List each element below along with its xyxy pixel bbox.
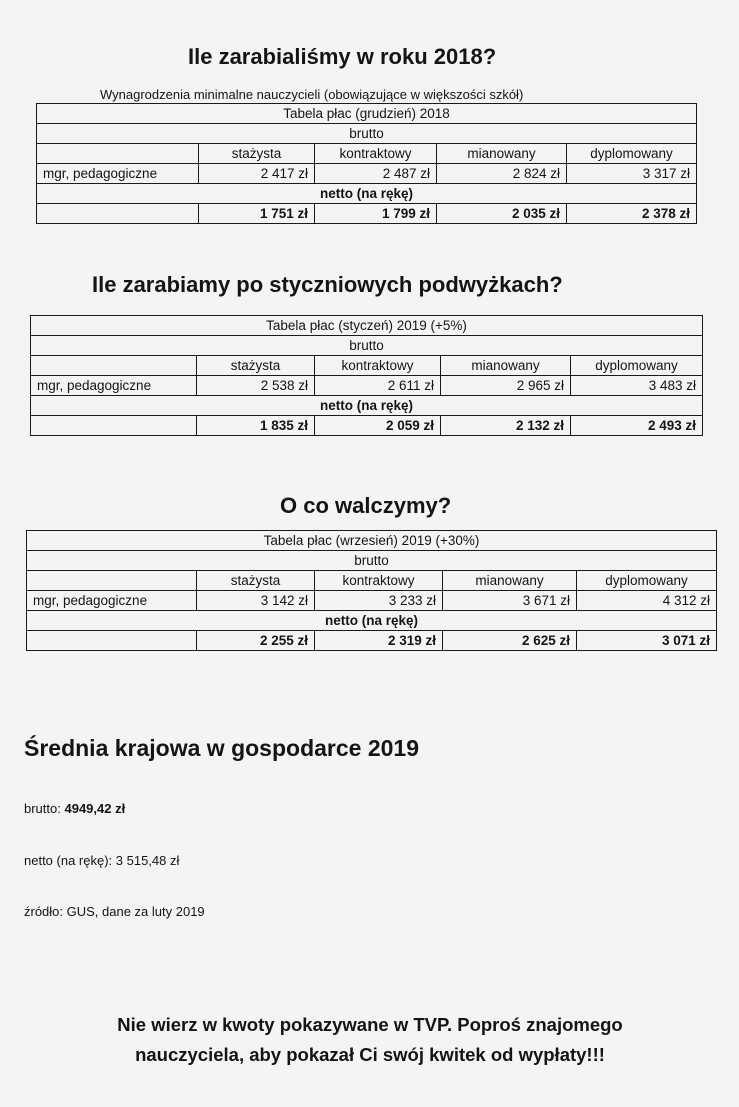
salary-table-january-2019 (30, 315, 703, 436)
column-header: stażysta (199, 144, 315, 164)
average-brutto-label: brutto: (24, 801, 61, 816)
empty-cell (27, 571, 197, 591)
netto-value: 2 132 zł (441, 416, 571, 436)
netto-header: netto (na rękę) (31, 396, 703, 416)
empty-cell (31, 356, 197, 376)
netto-value: 2 035 zł (437, 204, 567, 224)
column-header: kontraktowy (315, 356, 441, 376)
netto-value: 2 493 zł (571, 416, 703, 436)
netto-value: 2 255 zł (197, 631, 315, 651)
column-header: stażysta (197, 571, 315, 591)
average-heading: Średnia krajowa w gospodarce 2019 (24, 735, 419, 761)
salary-table-september-2019 (26, 530, 717, 651)
row-label: mgr, pedagogiczne (37, 164, 199, 184)
column-header: mianowany (437, 144, 567, 164)
average-brutto-value: 4949,42 zł (64, 801, 126, 816)
netto-value: 2 059 zł (315, 416, 441, 436)
netto-header: netto (na rękę) (37, 184, 697, 204)
brutto-value: 2 538 zł (197, 376, 315, 396)
brutto-value: 3 317 zł (567, 164, 697, 184)
column-header: kontraktowy (315, 571, 443, 591)
table-title: Tabela płac (grudzień) 2018 (37, 104, 697, 124)
empty-cell (31, 416, 197, 436)
netto-value: 2 625 zł (443, 631, 577, 651)
section-heading-january-2019: Ile zarabiamy po styczniowych podwyżkach? (92, 272, 563, 297)
row-label: mgr, pedagogiczne (31, 376, 197, 396)
brutto-value: 2 965 zł (441, 376, 571, 396)
empty-cell (27, 631, 197, 651)
brutto-value: 3 142 zł (197, 591, 315, 611)
netto-value: 2 378 zł (567, 204, 697, 224)
footer-line-1: Nie wierz w kwoty pokazywane w TVP. Poproś znajomego (117, 1014, 623, 1035)
empty-cell (37, 144, 199, 164)
netto-header: netto (na rękę) (27, 611, 717, 631)
data-source: źródło: GUS, dane za luty 2019 (24, 904, 205, 919)
brutto-header: brutto (37, 124, 697, 144)
table-title: Tabela płac (styczeń) 2019 (+5%) (31, 316, 703, 336)
average-netto: netto (na rękę): 3 515,48 zł (24, 853, 180, 868)
brutto-value: 3 233 zł (315, 591, 443, 611)
brutto-value: 4 312 zł (577, 591, 717, 611)
column-header: mianowany (443, 571, 577, 591)
brutto-value: 2 611 zł (315, 376, 441, 396)
footer-line-2: nauczyciela, aby pokazał Ci swój kwitek od wypłaty!!! (135, 1044, 605, 1065)
column-header: dyplomowany (567, 144, 697, 164)
column-header: stażysta (197, 356, 315, 376)
table-title: Tabela płac (wrzesień) 2019 (+30%) (27, 531, 717, 551)
brutto-value: 3 671 zł (443, 591, 577, 611)
netto-value: 2 319 zł (315, 631, 443, 651)
netto-value: 1 835 zł (197, 416, 315, 436)
netto-value: 1 751 zł (199, 204, 315, 224)
brutto-value: 2 417 zł (199, 164, 315, 184)
netto-value: 3 071 zł (577, 631, 717, 651)
brutto-value: 2 824 zł (437, 164, 567, 184)
row-label: mgr, pedagogiczne (27, 591, 197, 611)
average-brutto (24, 801, 125, 816)
empty-cell (37, 204, 199, 224)
footer-note (20, 1010, 720, 1070)
brutto-value: 3 483 zł (571, 376, 703, 396)
brutto-value: 2 487 zł (315, 164, 437, 184)
column-header: dyplomowany (571, 356, 703, 376)
column-header: kontraktowy (315, 144, 437, 164)
brutto-header: brutto (31, 336, 703, 356)
column-header: dyplomowany (577, 571, 717, 591)
column-header: mianowany (441, 356, 571, 376)
section-subtitle-2018: Wynagrodzenia minimalne nauczycieli (obowiązujące w większości szkół) (100, 87, 524, 102)
section-heading-2018: Ile zarabialiśmy w roku 2018? (188, 44, 497, 69)
netto-value: 1 799 zł (315, 204, 437, 224)
section-heading-september-2019: O co walczymy? (280, 493, 452, 518)
brutto-header: brutto (27, 551, 717, 571)
salary-table-2018 (36, 103, 697, 224)
